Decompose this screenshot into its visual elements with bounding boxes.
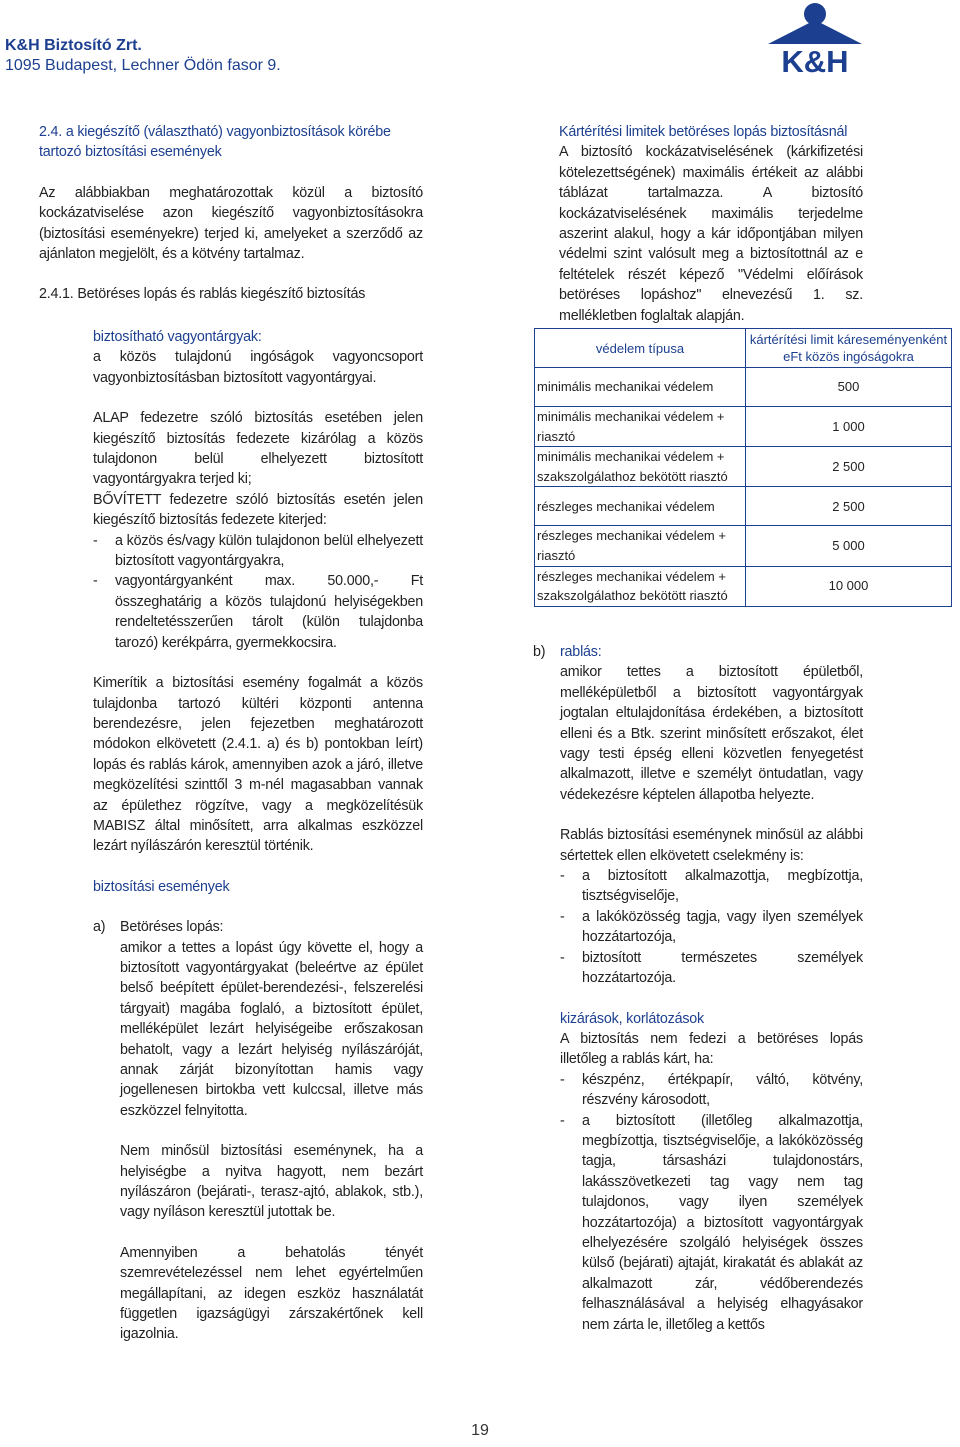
table-row xyxy=(535,526,952,566)
robbery-item: - biztosított természetes személyek hozzátartozója. xyxy=(560,948,863,989)
page-number: 19 xyxy=(471,1422,489,1439)
header-protection-type: védelem típusa xyxy=(535,329,746,368)
event-a-not-text: Nem minősül biztosítási eseménynek, ha a helyiségbe a nyitva hagyott, nem bezárt nyílászáron (bejárati-, terasz-ajtó, ablakok, stb.), vagy nyíláson keresztül jutottak be. xyxy=(120,1143,423,1221)
limits-text: A biztosító kockázatviselésének (kárkifizetési kötelezettségének) maximális értékeit az alábbi táblázat tartalmazza. A biztosító kockázatviselésének maximális terjedelme aszerint alakul, hogy a kár időpontjában milyen védelmi szint valósult meg a biztosítottnál az e feltételek részét képező "Védelmi előírások betöréses lopáshoz" elnevezésű 1. sz. mellékletben foglaltak alapján. xyxy=(559,144,863,324)
limits-title: Kártérítési limitek betöréses lopás biztosításnál xyxy=(559,124,848,140)
spacer xyxy=(93,897,423,917)
robbery-intro: Rablás biztosítási eseménynek minősül az alábbi sértettek ellen elkövetett cselekmény is: xyxy=(560,827,863,864)
row-type: minimális mechanikai védelem + szakszolgálathoz bekötött riasztó xyxy=(535,447,746,487)
left-column-body xyxy=(93,327,423,1345)
robbery-item: - a lakóközösség tagja, vagy ilyen személyek hozzátartozója, xyxy=(560,907,863,948)
insurable-heading: biztosítható vagyontárgyak: xyxy=(93,329,262,345)
table-row xyxy=(535,368,952,407)
bovitett-paragraph: BŐVÍTETT fedezetre szóló biztosítás esetén jelen kiegészítő biztosítás fedezete kiterjed: xyxy=(93,491,423,529)
event-b xyxy=(533,642,863,1335)
right-column-body xyxy=(533,642,863,1335)
event-b-text: amikor tettes a biztosított épületből, melléképületből a biztosított vagyontárgyak jogtalan eltulajdonítása érdekében, a biztosított elleni és a Btk. szerint minősített erőszakot, élet vagy testi épség elleni közvetlen fenyegetést alkalmazott, illetve e személyt öntudatlan, vagy védekezésre képtelen állapotba helyezte. xyxy=(560,664,863,803)
spacer xyxy=(120,1121,423,1141)
row-value: 2 500 xyxy=(746,447,952,487)
alap-paragraph: ALAP fedezetre szóló biztosítás esetében jelen kiegészítő biztosítás fedezete kizárólag a közös tulajdonon belül elhelyezett biztosított vagyontárgyakra terjed ki; xyxy=(93,410,423,488)
spacer xyxy=(120,1223,423,1243)
limits-table xyxy=(534,328,952,607)
event-a-title: Betöréses lopás: xyxy=(120,919,224,936)
company-name: K&H Biztosító Zrt. xyxy=(5,37,142,54)
company-header xyxy=(5,36,281,76)
kh-logo xyxy=(768,0,862,74)
right-column-top xyxy=(559,122,863,326)
limits-table-wrap xyxy=(534,328,952,607)
table-row xyxy=(535,407,952,447)
events-heading: biztosítási események xyxy=(93,878,230,895)
event-a-label: a) xyxy=(93,919,106,936)
table-row xyxy=(535,487,952,526)
insurable-text: a közös tulajdonú ingóságok vagyoncsoport vagyonbiztosításban biztosított vagyontárgyai. xyxy=(93,349,423,386)
event-b-title: rablás: xyxy=(560,644,602,660)
row-type: minimális mechanikai védelem + riasztó xyxy=(535,407,746,447)
spacer xyxy=(560,989,863,1009)
row-value: 5 000 xyxy=(746,526,952,566)
logo-circle xyxy=(804,3,826,25)
table-row xyxy=(535,566,952,606)
subsection-title: 2.4.1. Betöréses lopás és rablás kiegészítő biztosítás xyxy=(39,286,366,303)
exclusion-item: - készpénz, értékpapír, váltó, kötvény, részvény károsodott, xyxy=(560,1070,863,1111)
exclusions-intro: A biztosítás nem fedezi a betöréses lopás illetőleg a rablás kárt, ha: xyxy=(560,1030,863,1068)
row-value: 1 000 xyxy=(746,407,952,447)
row-type: minimális mechanikai védelem xyxy=(535,368,746,407)
event-a-inspect-text: Amennyiben a behatolás tényét szemrevételezéssel nem lehet egyértelműen megállapítani, az idegen eszköz használatát független igazságügyi zárszakértőnek kell igazolnia. xyxy=(120,1244,423,1343)
spacer xyxy=(39,264,423,284)
event-a xyxy=(93,917,423,1345)
robbery-item: - a biztosított alkalmazottja, megbízottja, tisztségviselője, xyxy=(560,866,863,907)
event-b-label: b) xyxy=(533,644,546,660)
row-type: részleges mechanikai védelem + szakszolgálathoz bekötött riasztó xyxy=(535,566,746,606)
row-value: 2 500 xyxy=(746,487,952,526)
header-limit: kártérítési limit káreseményenként eFt közös ingóságokra xyxy=(746,329,952,368)
row-type: részleges mechanikai védelem + riasztó xyxy=(535,526,746,566)
section-title: 2.4. a kiegészítő (választható) vagyonbiztosítások körébe tartozó biztosítási események xyxy=(39,124,391,161)
logo-text: K&H xyxy=(781,44,849,74)
table-row xyxy=(535,447,952,487)
exclusion-item: - a biztosított (illetőleg alkalmazottja, megbízottja, tisztségviselője, a lakóközösség tagja, társasházi tulajdonostárs, lakásszövetkezeti tag vagy nem tag tulajdonos, vagy ilyen személyek hozzátartozója) a biztosított vagyontárgyak elhelyezésére szolgáló helyiségek összes külső (bejárati) ajtaját, kirakatát és ablakát az alkalmazott zár, védőberendezés felhasználásával a helyiség elhagyásakor nem zárta le, illetőleg a kettős xyxy=(560,1111,863,1335)
row-type: részleges mechanikai védelem xyxy=(535,487,746,526)
exhaust-paragraph: Kimerítik a biztosítási esemény fogalmát a közös tulajdonba tartozó kültéri központi antenna berendezésre, jelen fejezetben meghatározott módokon elkövetett (2.4.1. a) és b) pontokban leírt) lopás és rablás károk, amennyiben azok a járó, illetve megközelítési szinttől 3 m-nél magasabban vannak az épülethez rögzítve, vagy a megközelítésük MABISZ által minősített, arra alkalmas eszközzel lezárt nyílászárón keresztül történik. xyxy=(93,675,423,855)
spacer xyxy=(39,163,423,183)
table-header-row xyxy=(535,329,952,368)
spacer xyxy=(93,857,423,877)
event-a-text: amikor a tettes a lopást úgy követte el, hogy a biztosított vagyontárgyakat (beleértve az épület belső beépített épület-berendezési-, felszerelési tárgyait) magába foglaló, a biztosított épület, melléképület lezárt helyiségeibe erőszakosan behatolt, vagy a lezárt helyiség nyílászáróját, annak zárját bizonyítottan hamis vagy jogellenesen birtokba vett kulccsal, illetve más eszközzel felnyitotta. xyxy=(120,939,423,1119)
bovitett-item: - vagyontárgyanként max. 50.000,- Ft összeghatárig a közös tulajdonú helyiségekben rendeltetésszerűen tárolt (külön tulajdonba tarozó) kerékpárra, gyermekkocsira. xyxy=(93,571,423,653)
spacer xyxy=(93,653,423,673)
spacer xyxy=(93,388,423,408)
kh-logo-icon xyxy=(768,0,862,74)
left-column-top xyxy=(39,122,423,305)
row-value: 500 xyxy=(746,368,952,407)
exclusions-heading: kizárások, korlátozások xyxy=(560,1010,704,1027)
intro-paragraph: Az alábbiakban meghatározottak közül a biztosító kockázatviselése azon kiegészítő vagyonbiztosításokra (biztosítási eseményekre) terjed ki, amelyeket a szerződő az ajánlaton megjelölt, és a kötvény tartalmaz. xyxy=(39,184,423,263)
bovitett-item: - a közös és/vagy külön tulajdonon belül elhelyezett biztosított vagyontárgyakra, xyxy=(93,531,423,572)
row-value: 10 000 xyxy=(746,566,952,606)
spacer xyxy=(560,805,863,825)
company-address: 1095 Budapest, Lechner Ödön fasor 9. xyxy=(5,57,281,74)
